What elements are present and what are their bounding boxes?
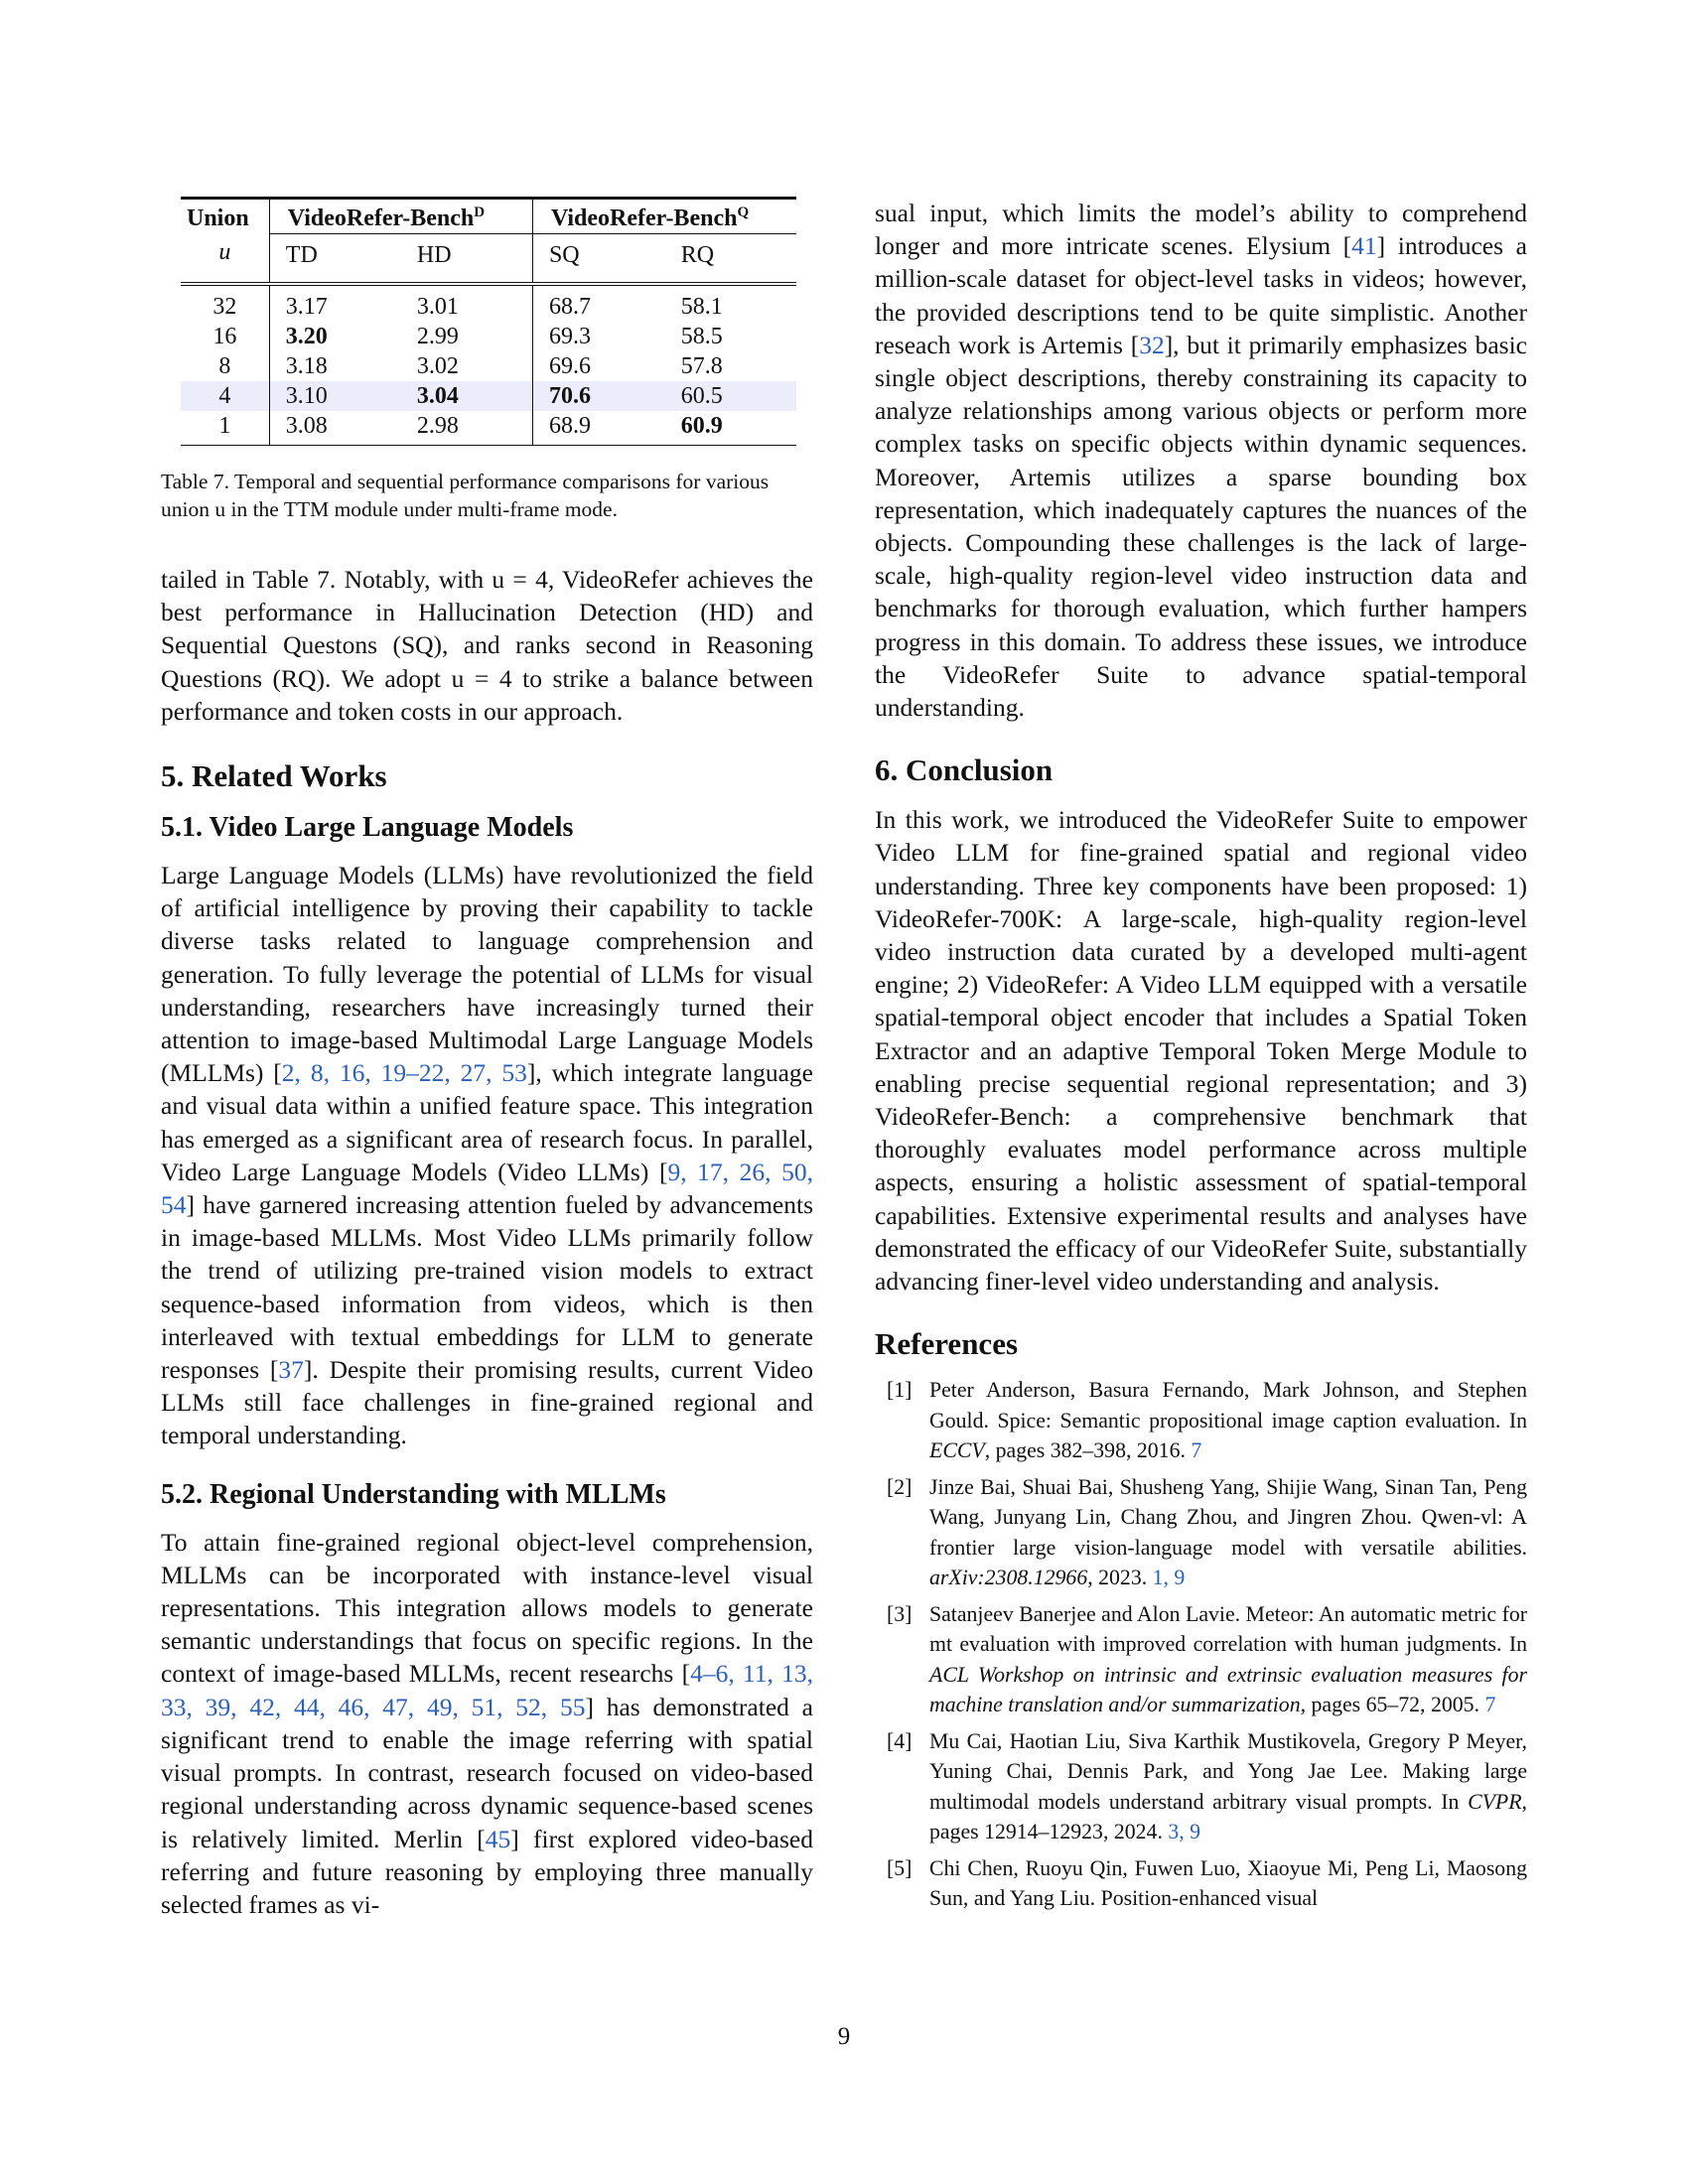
reference-text: Chi Chen, Ruoyu Qin, Fuwen Luo, Xiaoyue Mi, Peng Li, Maosong Sun, and Yang Liu. Position-enhanced visual (929, 1855, 1527, 1911)
cell-sq: 69.6 (548, 353, 591, 379)
cell-td: 3.10 (269, 381, 401, 411)
reference-item (875, 1726, 1527, 1847)
reference-venue: ECCV (929, 1438, 985, 1463)
reference-item (875, 1599, 1527, 1720)
text-span: To attain fine-grained regional object-level comprehension, MLLMs can be incorporated with instance-level visual representations. This integration allows models to generate semantic understandings that focus on specific regions. In the context of image-based MLLMs, recent researchs [ (161, 1527, 813, 1689)
header-union: Union (181, 199, 269, 234)
cell-td: 3.08 (285, 413, 328, 439)
bench-q-sup: Q (737, 205, 750, 220)
paragraph-video-llms (161, 859, 813, 1452)
reference-number: [3] (887, 1601, 913, 1626)
reference-text: , pages 12914–12923, 2024. (929, 1789, 1527, 1844)
paragraph-table-discussion: tailed in Table 7. Notably, with u = 4, VideoRefer achieves the best performance in Hallucination Detection (HD) and Sequential Questons (SQ), and ranks second in Reasoning Questions (RQ). We adopt u = 4 to strike a balance between performance and token costs in our approach. (161, 565, 813, 726)
table-header-row-1 (181, 199, 796, 234)
citation-link[interactable]: 41 (1351, 231, 1377, 261)
cell-u: 8 (181, 351, 269, 381)
citation-link[interactable]: 32 (1139, 330, 1165, 359)
reference-text: Jinze Bai, Shuai Bai, Shusheng Yang, Shijie Wang, Sinan Tan, Peng Wang, Junyang Lin, Chang Zhou, and Jingren Zhou. Qwen-vl: A frontier large vision-language model with versatile abilities. (929, 1474, 1527, 1560)
reference-number: [1] (887, 1378, 913, 1403)
cell-hd: 3.02 (401, 351, 533, 381)
section-heading-references: References (875, 1326, 1019, 1362)
cell-rq: 58.5 (680, 324, 723, 349)
cell-sq: 70.6 (532, 381, 664, 411)
reference-venue: ACL Workshop on intrinsic and extrinsic evaluation measures for machine translation and/or summarization (929, 1662, 1527, 1717)
header-bench-d (269, 199, 532, 234)
cell-rq: 57.8 (680, 353, 723, 379)
text-span: ] has demonstrated a significant trend to enable the image referring with spatial visual prompts. In contrast, research focused on video-based regional understanding across dynamic sequence-based scenes is relatively limited. Merlin [ (161, 1692, 813, 1853)
page-number: 9 (837, 2023, 851, 2050)
header-bench-q (532, 199, 796, 234)
backref-link[interactable]: 7 (1484, 1693, 1496, 1717)
table-row-highlighted (181, 381, 796, 411)
cell-sq: 68.7 (548, 294, 591, 320)
reference-number: [4] (887, 1728, 913, 1753)
reference-item (875, 1853, 1527, 1914)
text-span: ], which integrate language and visual data within a unified feature space. This integration has emerged as a significant area of research focus. In parallel, Video Large Language Models (Video LLMs) [ (161, 1058, 813, 1186)
table-row (181, 322, 796, 351)
cell-rq: 58.1 (680, 294, 723, 320)
cell-td: 3.20 (285, 324, 328, 349)
bench-d-label: VideoRefer-Bench (287, 205, 475, 231)
reference-text: Mu Cai, Haotian Liu, Siva Karthik Mustikovela, Gregory P Meyer, Yuning Chai, Dennis Park, and Yong Jae Lee. Making large multimodal models understand arbitrary visual prompts. In (929, 1728, 1527, 1814)
text-span: ] have garnered increasing attention fueled by advancements in image-based MLLMs. Most Video LLMs primarily follow the trend of utilizing pre-trained vision models to extract sequence-based information from videos, which is then interleaved with textual embeddings for LLM to generate responses [ (161, 1190, 813, 1385)
section-heading-related-works: 5. Related Works (161, 758, 387, 794)
header-hd: HD (401, 234, 533, 285)
table-header-row-2 (181, 234, 796, 285)
citation-link[interactable]: 45 (485, 1824, 511, 1853)
cell-u: 1 (181, 411, 269, 446)
reference-text: , 2023. (1087, 1566, 1153, 1590)
cell-sq: 69.3 (548, 324, 591, 349)
paragraph-conclusion: In this work, we introduced the VideoRefer Suite to empower Video LLM for fine-grained spatial and regional video understanding. Three key components have been proposed: 1) VideoRefer-700K: A large-scale, high-quality region-level video instruction data curated by a developed multi-agent engine; 2) VideoRefer: A Video LLM equipped with a versatile spatial-temporal object encoder that includes a Spatial Token Extractor and an adaptive Temporal Token Merge Module to enabling precise sequential regional representation; and 3) VideoRefer-Bench: a comprehensive benchmark that thoroughly evaluates model performance across multiple aspects, ensuring a holistic assessment of spatial-temporal capabilities. Extensive experimental results and analyses have demonstrated the efficacy of our VideoRefer Suite, substantially advancing finer-level video understanding and analysis. (875, 805, 1527, 1297)
header-sq: SQ (532, 234, 664, 285)
reference-text: , pages 65–72, 2005. (1300, 1693, 1485, 1717)
reference-text: Peter Anderson, Basura Fernando, Mark Johnson, and Stephen Gould. Spice: Semantic propositional image caption evaluation. In (929, 1378, 1527, 1433)
reference-item (875, 1375, 1527, 1466)
cell-hd: 2.99 (401, 322, 533, 351)
cell-hd: 3.04 (401, 381, 533, 411)
text-span: Large Language Models (LLMs) have revolutionized the field of artificial intelligence by proving their capability to tackle diverse tasks related to language comprehension and generation. To fully leverage the potential of LLMs for visual understanding, researchers have increasingly turned their attention to image-based Multimodal Large Language Models (MLLMs) [ (161, 861, 813, 1088)
cell-u: 32 (181, 284, 269, 322)
citation-link[interactable]: 37 (278, 1355, 304, 1385)
cell-td: 3.18 (285, 353, 328, 379)
reference-venue: CVPR (1468, 1789, 1522, 1814)
table-row (181, 284, 796, 322)
bench-d-sup: D (474, 205, 486, 220)
header-u-var: u (181, 234, 269, 285)
text-span: ], but it primarily emphasizes basic single object descriptions, thereby constraining its capacity to analyze relationships among various objects or perform more complex tasks on specific objects within dynamic sequences. Moreover, Artemis utilizes a sparse bounding box representation, which inadequately captures the nuances of the objects. Compounding these challenges is the lack of large-scale, high-quality region-level video instruction data and benchmarks for thorough evaluation, which further hampers progress in this domain. To address these issues, we introduce the VideoRefer Suite to advance spatial-temporal understanding. (875, 330, 1527, 723)
table-caption: Table 7. Temporal and sequential performance comparisons for various union u in the TTM module under multi-frame mode. (161, 470, 770, 521)
cell-rq: 60.9 (680, 413, 723, 439)
paragraph-regional-continued (875, 197, 1527, 724)
table-row (181, 411, 796, 446)
bench-q-label: VideoRefer-Bench (550, 205, 738, 231)
table-7 (181, 197, 813, 446)
left-column (161, 197, 813, 1921)
paragraph-regional (161, 1526, 813, 1921)
reference-number: [2] (887, 1474, 913, 1499)
reference-number: [5] (887, 1855, 913, 1880)
cell-u: 4 (181, 381, 269, 411)
header-rq: RQ (665, 234, 796, 285)
backref-link[interactable]: 3, 9 (1168, 1820, 1201, 1844)
reference-item (875, 1472, 1527, 1593)
citation-link[interactable]: 2, 8, 16, 19–22, 27, 53 (281, 1058, 527, 1088)
text-span: sual input, which limits the model’s ability to comprehend longer and more intricate scenes. Elysium [ (875, 199, 1527, 261)
subsection-heading-video-llms: 5.1. Video Large Language Models (161, 812, 574, 844)
text-span: ] introduces a million-scale dataset for object-level tasks in videos; however, the provided descriptions tend to be quite simplistic. Another reseach work is Artemis [ (875, 231, 1527, 359)
citation-link[interactable]: 4–6, 11, 13, 33, 39, 42, 44, 46, 47, 49, 51, 52, 55 (161, 1659, 813, 1721)
reference-venue: arXiv:2308.12966 (929, 1566, 1088, 1590)
cell-hd: 3.01 (401, 284, 533, 322)
cell-u: 16 (181, 322, 269, 351)
cell-td: 3.17 (285, 294, 328, 320)
citation-link[interactable]: 9, 17, 26, 50, 54 (161, 1157, 813, 1220)
cell-hd: 2.98 (401, 411, 533, 446)
cell-sq: 68.9 (548, 413, 591, 439)
table-row (181, 351, 796, 381)
cell-rq: 60.5 (665, 381, 796, 411)
results-table (181, 197, 796, 446)
backref-link[interactable]: 1, 9 (1152, 1566, 1186, 1590)
section-heading-conclusion: 6. Conclusion (875, 752, 1054, 788)
reference-list (875, 1375, 1527, 1914)
text-span: ] first explored video-based referring and future reasoning by employing three manually selected frames as vi- (161, 1824, 813, 1919)
header-td: TD (269, 234, 401, 285)
right-column (875, 197, 1527, 1920)
reference-text: , pages 382–398, 2016. (984, 1438, 1192, 1463)
backref-link[interactable]: 7 (1191, 1438, 1202, 1463)
text-span: ]. Despite their promising results, current Video LLMs still face challenges in fine-grained regional and temporal understanding. (161, 1355, 813, 1450)
reference-text: Satanjeev Banerjee and Alon Lavie. Meteor: An automatic metric for mt evaluation with improved correlation with human judgments. In (929, 1601, 1527, 1657)
subsection-heading-regional: 5.2. Regional Understanding with MLLMs (161, 1478, 666, 1510)
